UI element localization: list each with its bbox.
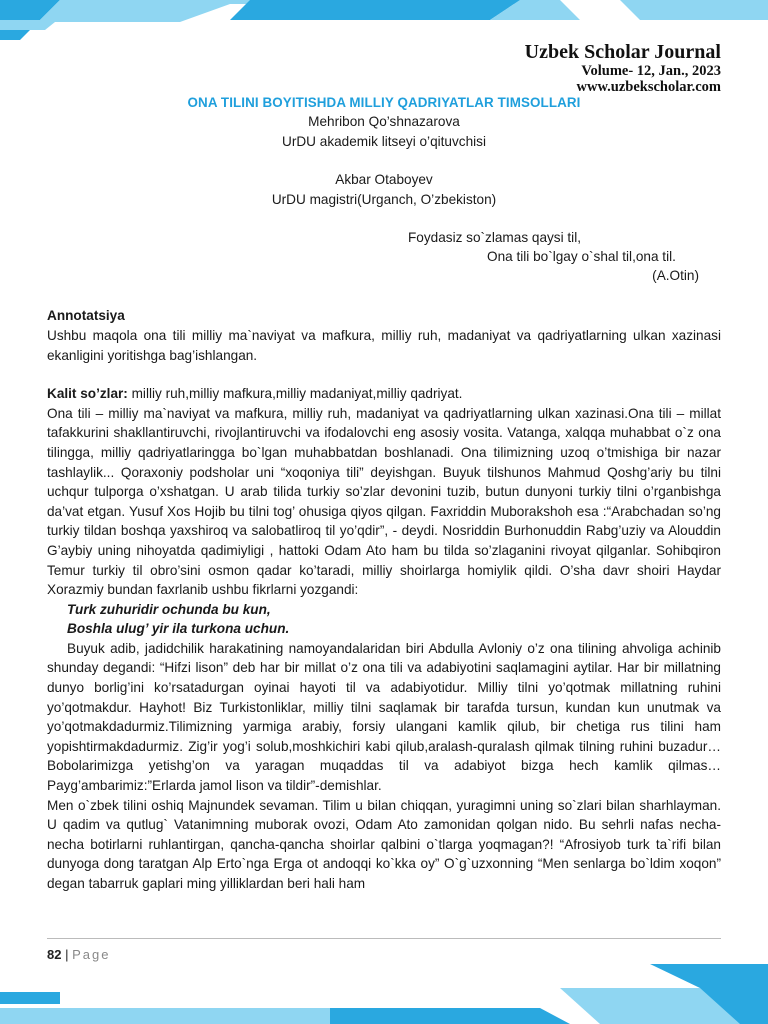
author-block-2 <box>47 170 721 209</box>
keywords <box>47 384 721 404</box>
journal-name: Uzbek Scholar Journal <box>524 41 721 63</box>
keywords-label: Kalit so’zlar: <box>47 386 128 402</box>
verse-line: Boshla ulug’ yir ila turkona uchun. <box>67 621 290 637</box>
journal-url: www.uzbekscholar.com <box>576 79 721 95</box>
abstract-text: Ushbu maqola ona tili milliy ma`naviyat va mafkura, milliy ruh, madaniyat va qadriyatlarning ulkan xazinasi ekanligini yoritishga bag’ishlangan. <box>47 327 721 363</box>
abstract-heading: Annotatsiya <box>47 308 125 324</box>
author-block-1 <box>47 112 721 151</box>
article-body <box>47 94 721 894</box>
journal-header <box>525 41 721 95</box>
epigraph-line: Foydasiz so`zlamas qaysi til, <box>408 230 581 246</box>
keywords-text: milliy ruh,milliy mafkura,milliy madaniyat,milliy qadriyat. <box>127 386 463 402</box>
author-affiliation: UrDU akademik litseyi o’qituvchisi <box>282 133 486 149</box>
body-paragraph: Men o`zbek tilini oshiq Majnundek sevaman. Tilim u bilan chiqqan, yuragimni uning so`zlari bilan sharhlayman. U qadim va qutlug` Vatanimning muborak ovozi, Odam Ato zamonidan qolgan nido. Bu sehrli nafas necha-necha botirlarni ruhlantirgan, qancha-qancha shoirlar qalbini o`tlarga yoqmagan?! “Afrosiyob turk ta`rifi bilan dunyoga dong taratgan Alp Erto`nga Erga ot andoqqi ko`kka oy” O`g`uzxonning “Men senlarga bo`ldim xoqon” degan tabarruk gaplari ming yilliklardan beri hali ham <box>47 797 721 891</box>
journal-volume: Volume- 12, Jan., 2023 <box>581 63 721 79</box>
body-paragraph: Buyuk adib, jadidchilik harakatining namoyandalaridan biri Abdulla Avloniy o’z ona tilining ahvoliga achinib shunday degandi: “Hifzi lison” deb har bir millat o’z ona tili va adabiyotini saqlamagini aytilar. Har bir millatning dunyo borlig’ini ko’rsatadurgan oyinai hayoti til va adabiyotidur. Milliy tilni yo’qotmak millatning ruhini yo’qotmakdur. Hayhot! Biz Turkistonliklar, milliy tilni saqlamak bir tarafda tursun, kundan kun unutmak va yo’qotmakdadurmiz.Tilimizning yarmiga arabiy, forsiy ulangani kamlik qilub, bir chetiga rus tilini ham yopishtirmakdadurmiz. Zig’ir yog’i solub,moshkichiri kabi qilub,aralash-quralash qilmak tilning ruhini buzadur… Bobolarimizga yetishg’on va yaragan muqaddas til va adabiyot bizga hech kamlik qilmas… Payg’ambarimiz:”Erlarda jamol lison va tildir”-demishlar. <box>47 640 721 794</box>
author-name: Akbar Otaboyev <box>335 172 433 188</box>
epigraph-line: Ona tili bo`lgay o`shal til,ona til. <box>487 249 676 265</box>
epigraph <box>47 228 721 288</box>
epigraph-source: (A.Otin) <box>652 268 699 284</box>
footer-separator: | <box>61 947 73 962</box>
author-affiliation: UrDU magistri(Urganch, O’zbekiston) <box>271 191 497 207</box>
page-number: 82 <box>47 947 62 962</box>
verse-line: Turk zuhuridir ochunda bu kun, <box>67 601 271 617</box>
body-paragraph: Ona tili – milliy ma`naviyat va mafkura, milliy ruh, madaniyat va qadriyatlarning ulkan xazinasi.Ona tili – millat tafakkurini shakllantiruvchi, rivojlantiruvchi va ifodalovchi eng asosiy vosita. Vatanga, xalqqa muhabbat o`z ona tilingga, milliy qadriyatlaringga bo`lgan muhabbatdan boshlanadi. Ona tilimizning uzoq o’tmishiga bir nazar tashlaylik... Qoraxoniy podsholar uni “xoqoniya tili” deyishgan. Buyuk tilshunos Mahmud Qoshg’ariy bu tilni uchqur tulporga o’xshatgan. U arab tilida turkiy so’zlar devonini tuzib, butun dunyoni turkiy tilni o’rganbishga da’vat etgan. Yusuf Xos Hojib bu tilni tog’ ohusiga qiyos qilgan. Faxriddin Muborakshoh esa :“Arabchadan so’ng turkiy tildan boshqa yaxshiroq va salobatliroq til yo’qdir”, - deydi. Nosriddin Burhonuddin Rabg’uziy va Alouddin G’aybiy uning nihoyatda qadimiyligi , hattoki Odam Ato ham bu tilda so’zlaganini rivoyat qilganlar. Sohibqiron Temur turkiy til obro’sini osmon qadar ko’taradi, milliy shoirlarga homiylik qildi. O’sha davr shoiri Haydar Xorazmiy bundan faxrlanib ushbu fikrlarni yozgandi: <box>47 405 721 598</box>
page-label: Page <box>72 947 111 962</box>
page-footer <box>47 947 110 962</box>
footer-decoration <box>0 964 768 1024</box>
header-decoration <box>0 0 768 40</box>
footer-divider <box>47 938 721 939</box>
article-title: ONA TILINI BOYITISHDA MILLIY QADRIYATLAR TIMSOLLARI <box>187 95 581 110</box>
author-name: Mehribon Qo’shnazarova <box>308 114 460 129</box>
